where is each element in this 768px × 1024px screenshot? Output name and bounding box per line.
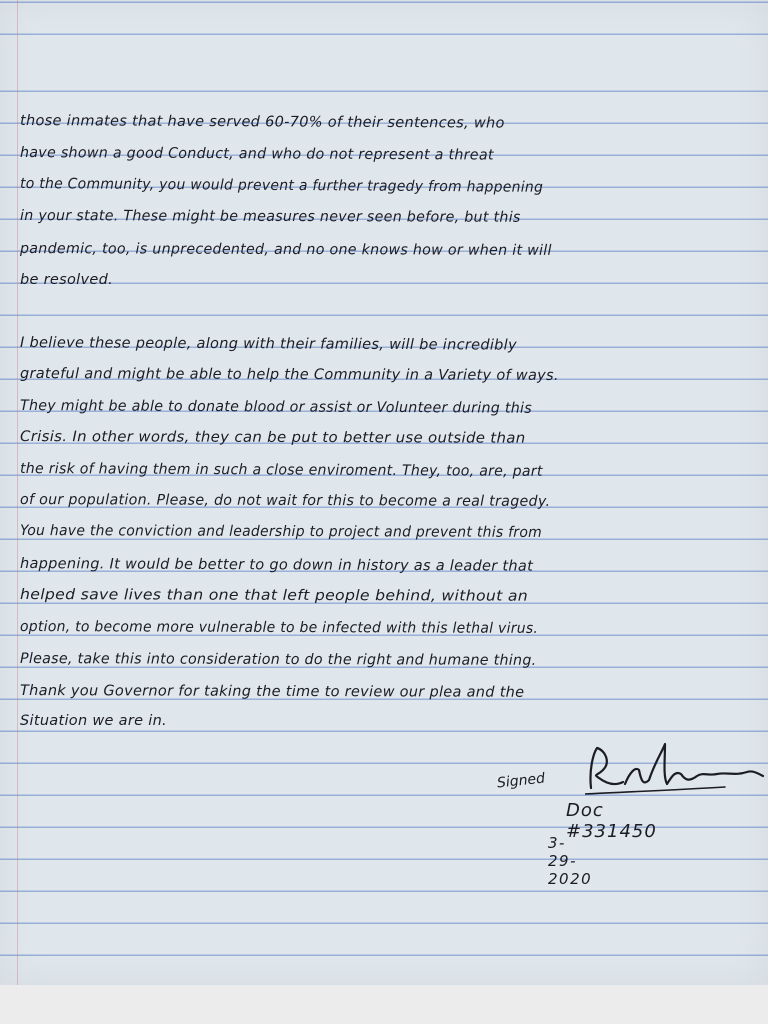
letter-line: I believe these people, along with their families, will be incredibly <box>19 335 517 354</box>
scan-margin <box>0 985 768 1024</box>
letter-line: Thank you Governor for taking the time to review our plea and the <box>19 683 525 701</box>
letter-line: have shown a good Conduct, and who do not represent a threat <box>19 145 494 164</box>
letter-line: those inmates that have served 60-70% of their sentences, who <box>19 113 505 132</box>
letter-line: of our population. Please, do not wait for this to become a real tragedy. <box>19 492 551 510</box>
letter-date: 3-29-2020 <box>548 834 593 888</box>
letter-line: You have the conviction and leadership to project and prevent this from <box>19 523 543 541</box>
letter-line: Situation we are in. <box>20 713 167 729</box>
letter-line: in your state. These might be measures never seen before, but this <box>19 208 521 226</box>
letter-line: Please, take this into consideration to do the right and humane thing. <box>19 651 537 669</box>
letter-line: pandemic, too, is unprecedented, and no one knows how or when it will <box>19 241 552 259</box>
letter-line: happening. It would be better to go down in history as a leader that <box>19 556 534 575</box>
signed-label: Signed <box>496 770 546 792</box>
doc-number: Doc #331450 <box>566 800 657 842</box>
letter-line: grateful and might be able to help the Community in a Variety of ways. <box>19 366 559 384</box>
handwritten-signature <box>585 740 765 800</box>
letter-line: They might be able to donate blood or assist or Volunteer during this <box>19 398 533 417</box>
letter-line: option, to become more vulnerable to be infected with this lethal virus. <box>19 619 539 637</box>
letter-line: to the Community, you would prevent a further tragedy from happening <box>19 176 544 196</box>
letter-line: helped save lives than one that left people behind, without an <box>19 587 529 605</box>
letter-line: Crisis. In other words, they can be put to better use outside than <box>19 429 526 447</box>
letter-line: be resolved. <box>20 272 113 288</box>
letter-line: the risk of having them in such a close enviroment. They, too, are, part <box>19 461 543 480</box>
